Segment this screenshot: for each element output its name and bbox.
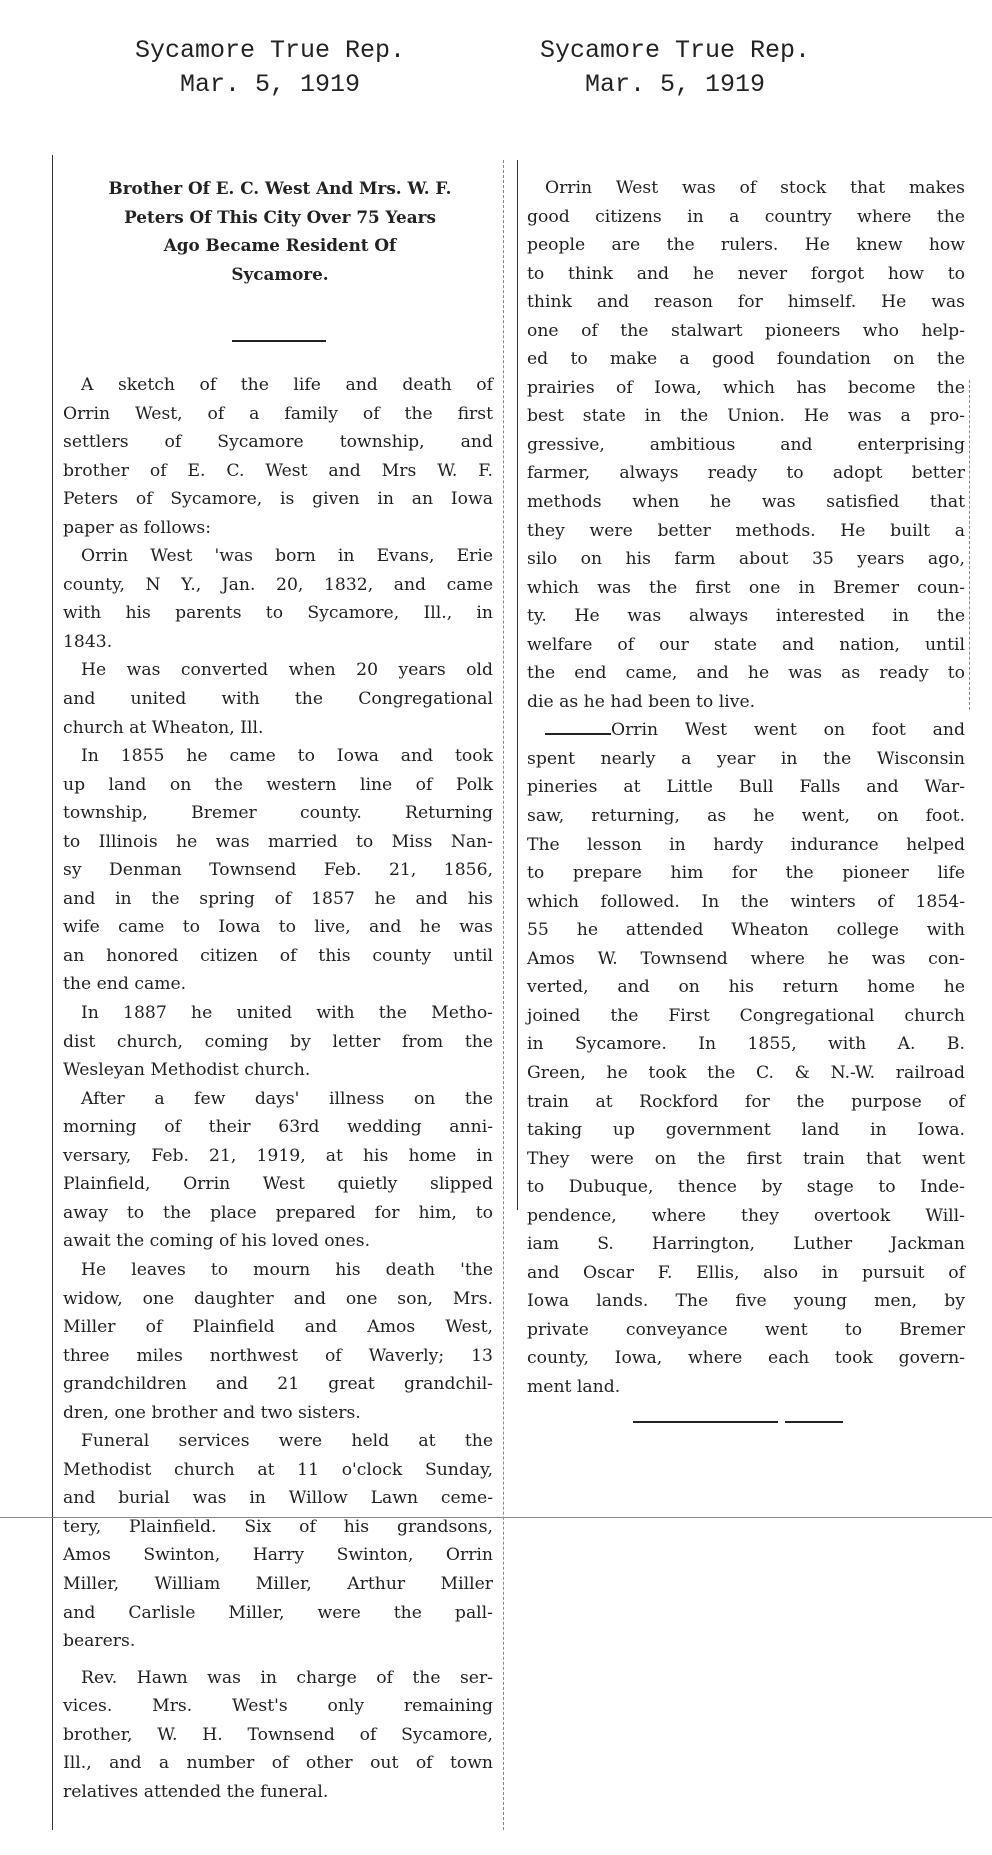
text-line: to think and he never forgot how to bbox=[527, 263, 965, 284]
text-line: Iowa lands. The five young men, by bbox=[527, 1291, 965, 1312]
headline-line: Sycamore. bbox=[231, 263, 329, 284]
text-line: an honored citizen of this county until bbox=[63, 945, 493, 966]
right-column-border bbox=[517, 160, 518, 1210]
blank-rule bbox=[545, 721, 611, 735]
text-line: prairies of Iowa, which has become the bbox=[527, 377, 965, 398]
text-line: people are the rulers. He knew how bbox=[527, 235, 965, 256]
headline bbox=[60, 174, 500, 288]
right-edge-marks bbox=[969, 380, 971, 710]
text-line: brother of E. C. West and Mrs W. F. bbox=[63, 460, 493, 481]
text-line: away to the place prepared for him, to bbox=[63, 1202, 493, 1223]
text-line: to Illinois he was married to Miss Nan- bbox=[63, 831, 493, 852]
text-line: Methodist church at 11 o'clock Sunday, bbox=[63, 1459, 493, 1480]
text-line: the end came, and he was as ready to bbox=[527, 663, 965, 684]
text-line: iam S. Harrington, Luther Jackman bbox=[527, 1234, 965, 1255]
text-line: In 1887 he united with the Metho- bbox=[81, 1003, 493, 1024]
text-line: Ill., and a number of other out of town bbox=[63, 1753, 493, 1774]
text-line: vices. Mrs. West's only remaining bbox=[63, 1696, 493, 1717]
text-line: wife came to Iowa to live, and he was bbox=[63, 917, 493, 938]
text-line: and in the spring of 1857 he and his bbox=[63, 888, 493, 909]
text-line: Plainfield, Orrin West quietly slipped bbox=[63, 1174, 493, 1195]
end-rule bbox=[785, 1421, 843, 1423]
text-line: Wesleyan Methodist church. bbox=[63, 1060, 311, 1081]
text-fragment: Orrin West went on foot and bbox=[611, 720, 965, 741]
text-line: which followed. In the winters of 1854- bbox=[527, 891, 965, 912]
text-line: A sketch of the life and death of bbox=[81, 375, 493, 395]
text-line: tery, Plainfield. Six of his grandsons, bbox=[63, 1516, 493, 1537]
text-line: think and reason for himself. He was bbox=[527, 292, 965, 313]
text-line: die as he had been to live. bbox=[527, 691, 756, 712]
text-line: good citizens in a country where the bbox=[527, 206, 965, 227]
text-line: brother, W. H. Townsend of Sycamore, bbox=[63, 1724, 493, 1745]
text-line: welfare of our state and nation, until bbox=[527, 634, 965, 655]
newspaper-name: Sycamore True Rep. bbox=[134, 36, 406, 65]
text-line: Amos Swinton, Harry Swinton, Orrin bbox=[63, 1545, 493, 1566]
text-line: Miller, William Miller, Arthur Miller bbox=[63, 1573, 493, 1594]
column-divider bbox=[503, 160, 505, 1830]
text-line: methods when he was satisfied that bbox=[527, 492, 965, 513]
text-line: sy Denman Townsend Feb. 21, 1856, bbox=[63, 860, 493, 881]
text-line: ed to make a good foundation on the bbox=[527, 349, 965, 370]
text-line: He was converted when 20 years old bbox=[81, 660, 493, 681]
text-line: one of the stalwart pioneers who help- bbox=[527, 320, 965, 341]
text-line: ty. He was always interested in the bbox=[527, 606, 965, 627]
text-line: and Oscar F. Ellis, also in pursuit of bbox=[527, 1262, 965, 1283]
newspaper-name: Sycamore True Rep. bbox=[539, 36, 811, 65]
text-line: county, N Y., Jan. 20, 1832, and came bbox=[63, 574, 493, 595]
text-line: In 1855 he came to Iowa and took bbox=[81, 746, 493, 767]
text-line: await the coming of his loved ones. bbox=[63, 1231, 371, 1252]
end-rule bbox=[633, 1421, 778, 1423]
text-line: they were better methods. He built a bbox=[527, 520, 965, 541]
text-line: 1843. bbox=[63, 631, 113, 652]
left-column-border bbox=[52, 155, 53, 1830]
publication-date: Mar. 5, 1919 bbox=[179, 70, 361, 99]
text-line: verted, and on his return home he bbox=[527, 977, 965, 998]
text-line: taking up government land in Iowa. bbox=[527, 1120, 965, 1141]
text-line: Amos W. Townsend where he was con- bbox=[527, 948, 965, 969]
text-line: which was the first one in Bremer coun- bbox=[527, 577, 965, 598]
headline-line: Brother Of E. C. West And Mrs. W. F. bbox=[108, 178, 452, 198]
headline-rule bbox=[232, 340, 326, 342]
text-line: 55 he attended Wheaton college with bbox=[527, 920, 965, 941]
text-line: county, Iowa, where each took govern- bbox=[527, 1348, 965, 1369]
text-line: Orrin West 'was born in Evans, Erie bbox=[81, 546, 493, 567]
text-line: dist church, coming by letter from the bbox=[63, 1031, 493, 1052]
text-line: After a few days' illness on the bbox=[81, 1088, 493, 1109]
text-line: with his parents to Sycamore, Ill., in bbox=[63, 603, 493, 624]
text-line: private conveyance went to Bremer bbox=[527, 1319, 965, 1340]
text-line: grandchildren and 21 great grandchil- bbox=[63, 1374, 493, 1395]
text-line: township, Bremer county. Returning bbox=[63, 803, 493, 824]
text-line: and Carlisle Miller, were the pall- bbox=[63, 1602, 493, 1623]
text-line: up land on the western line of Polk bbox=[63, 774, 493, 795]
headline-line: Ago Became Resident Of bbox=[163, 235, 397, 255]
text-line bbox=[527, 716, 965, 745]
text-line: Peters of Sycamore, is given in an Iowa bbox=[63, 489, 493, 510]
text-line: silo on his farm about 35 years ago, bbox=[527, 549, 965, 570]
clipping-label-left bbox=[105, 34, 435, 102]
text-line: Orrin West was of stock that makes bbox=[545, 178, 965, 198]
text-line: The lesson in hardy indurance helped bbox=[527, 834, 965, 855]
text-line: three miles northwest of Waverly; 13 bbox=[63, 1345, 493, 1366]
text-line: bearers. bbox=[63, 1631, 136, 1652]
right-column-text bbox=[527, 174, 965, 1402]
text-line: pineries at Little Bull Falls and War- bbox=[527, 777, 965, 798]
text-line: versary, Feb. 21, 1919, at his home in bbox=[63, 1145, 493, 1166]
text-line: dren, one brother and two sisters. bbox=[63, 1402, 361, 1423]
text-line: paper as follows: bbox=[63, 517, 212, 538]
text-line: gressive, ambitious and enterprising bbox=[527, 434, 965, 455]
text-line: the end came. bbox=[63, 974, 187, 995]
clipping-label-right bbox=[510, 34, 840, 102]
text-line: Green, he took the C. & N.-W. railroad bbox=[527, 1062, 965, 1083]
text-line: spent nearly a year in the Wisconsin bbox=[527, 748, 965, 769]
text-line: morning of their 63rd wedding anni- bbox=[63, 1117, 493, 1138]
text-line: joined the First Congregational church bbox=[527, 1005, 965, 1026]
text-line: Funeral services were held at the bbox=[81, 1431, 493, 1452]
text-line: Miller of Plainfield and Amos West, bbox=[63, 1317, 493, 1338]
text-line: Orrin West, of a family of the first bbox=[63, 403, 493, 424]
text-line: farmer, always ready to adopt better bbox=[527, 463, 965, 484]
text-line: to Dubuque, thence by stage to Inde- bbox=[527, 1177, 965, 1198]
text-line: train at Rockford for the purpose of bbox=[527, 1091, 965, 1112]
text-line: church at Wheaton, Ill. bbox=[63, 717, 264, 738]
text-line: to prepare him for the pioneer life bbox=[527, 863, 965, 884]
headline-line: Peters Of This City Over 75 Years bbox=[124, 206, 436, 227]
text-line: Rev. Hawn was in charge of the ser- bbox=[81, 1667, 493, 1688]
text-line: saw, returning, as he went, on foot. bbox=[527, 806, 965, 827]
publication-date: Mar. 5, 1919 bbox=[584, 70, 766, 99]
text-line: relatives attended the funeral. bbox=[63, 1781, 329, 1802]
text-line: best state in the Union. He was a pro- bbox=[527, 406, 965, 427]
text-line: They were on the first train that went bbox=[527, 1148, 965, 1169]
text-line: and united with the Congregational bbox=[63, 689, 493, 710]
text-line: ment land. bbox=[527, 1376, 621, 1397]
text-line: in Sycamore. In 1855, with A. B. bbox=[527, 1034, 965, 1055]
text-line: He leaves to mourn his death 'the bbox=[81, 1259, 493, 1280]
text-line: pendence, where they overtook Will- bbox=[527, 1205, 965, 1226]
text-line: and burial was in Willow Lawn ceme- bbox=[63, 1488, 493, 1509]
text-line: widow, one daughter and one son, Mrs. bbox=[63, 1288, 493, 1309]
text-line: settlers of Sycamore township, and bbox=[63, 432, 493, 453]
left-column-text bbox=[63, 371, 493, 1806]
